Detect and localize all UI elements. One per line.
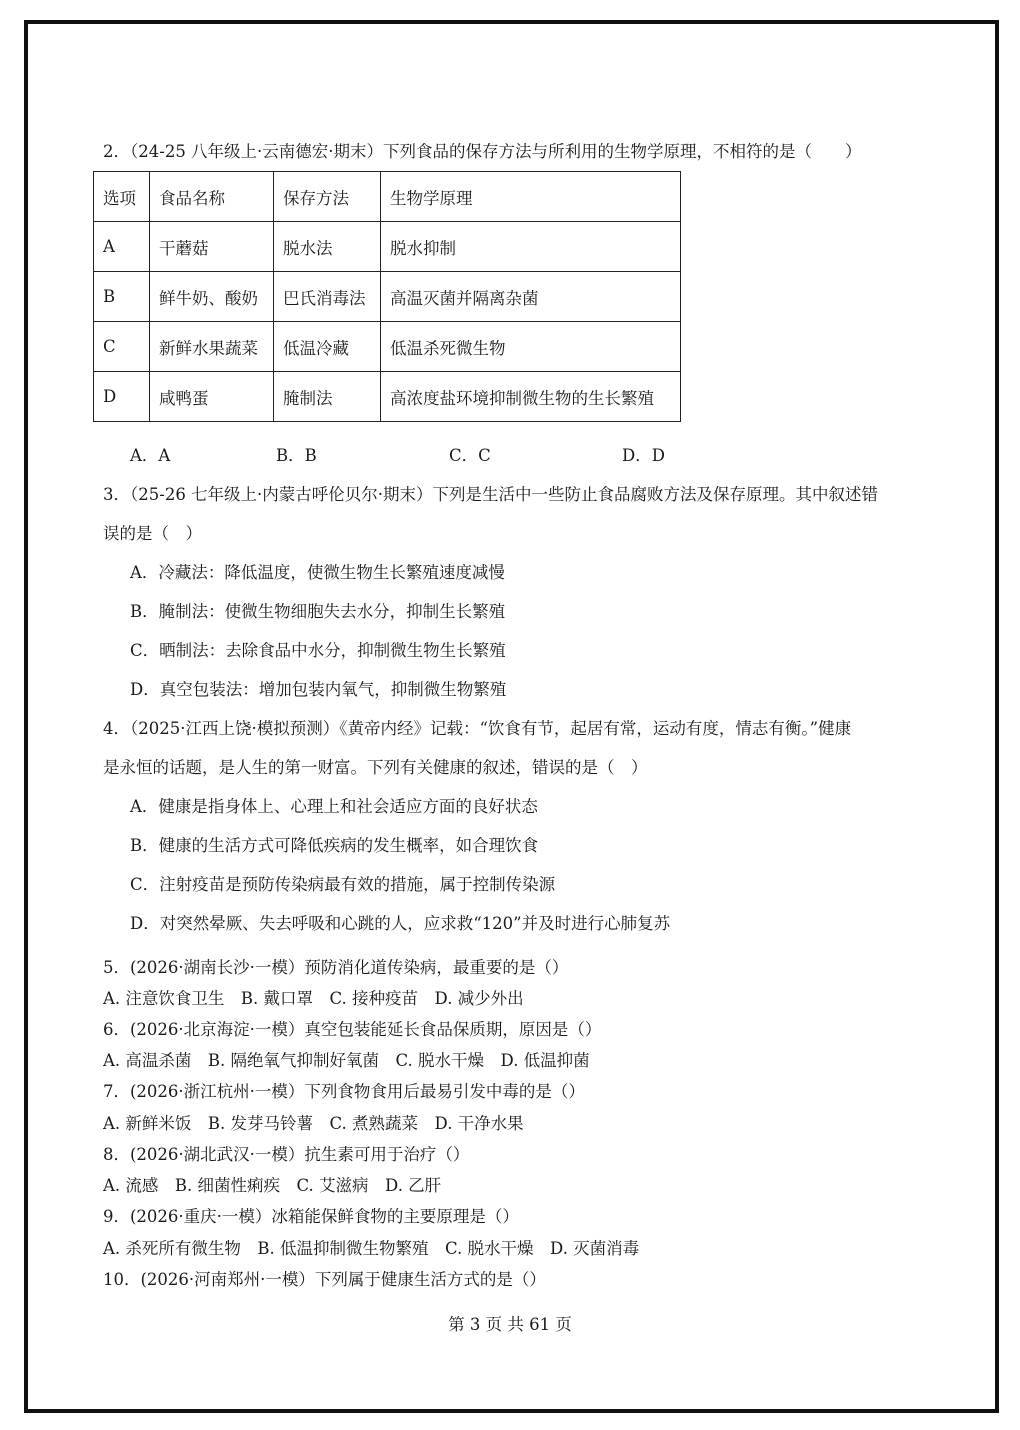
table-header-row [94,172,681,222]
table-cell: 低温杀死微生物 [381,322,681,372]
q2-option-d[interactable]: D．D [622,446,665,465]
table-cell: 腌制法 [274,372,381,422]
q8-options[interactable]: A. 流感 B. 细菌性痢疾 C. 艾滋病 D. 乙肝 [103,1176,442,1195]
q3-stem-line2: 误的是（ ） [103,524,202,543]
q2-option-a[interactable]: A．A [130,446,171,465]
q9-options[interactable]: A. 杀死所有微生物 B. 低温抑制微生物繁殖 C. 脱水干燥 D. 灭菌消毒 [103,1239,640,1258]
q3-option-c[interactable]: C．晒制法：去除食品中水分，抑制微生物生长繁殖 [130,641,506,660]
table-cell: B [94,272,150,322]
table-row [94,222,681,272]
table-row [94,322,681,372]
q3-option-d[interactable]: D．真空包装法：增加包装内氧气，抑制微生物繁殖 [130,680,507,699]
table-cell: 脱水法 [274,222,381,272]
q7-stem: 7．(2026·浙江杭州·一模）下列食物食用后最易引发中毒的是（） [103,1082,585,1101]
page-footer: 第 3 页 共 61 页 [448,1315,572,1334]
q5-options[interactable]: A. 注意饮食卫生 B. 戴口罩 C. 接种疫苗 D. 减少外出 [103,989,524,1008]
table-cell: 高温灭菌并隔离杂菌 [381,272,681,322]
q2-stem: 2．（24-25 八年级上·云南德宏·期末）下列食品的保存方法与所利用的生物学原理，不相符的是（ ） [103,142,862,161]
table-cell: 干蘑菇 [150,222,274,272]
q4-option-d[interactable]: D．对突然晕厥、失去呼吸和心跳的人，应求救“120”并及时进行心肺复苏 [130,914,671,933]
q10-stem: 10．(2026·河南郑州·一模）下列属于健康生活方式的是（） [103,1270,546,1289]
q7-options[interactable]: A. 新鲜米饭 B. 发芽马铃薯 C. 煮熟蔬菜 D. 干净水果 [103,1114,524,1133]
table-row [94,272,681,322]
table-cell: 新鲜水果蔬菜 [150,322,274,372]
table-row [94,372,681,422]
q8-stem: 8．(2026·湖北武汉·一模）抗生素可用于治疗（） [103,1145,470,1164]
table-cell: 鲜牛奶、酸奶 [150,272,274,322]
q4-option-b[interactable]: B．健康的生活方式可降低疾病的发生概率，如合理饮食 [130,836,539,855]
table-cell: 咸鸭蛋 [150,372,274,422]
table-cell: 保存方法 [274,172,381,222]
q3-option-b[interactable]: B．腌制法：使微生物细胞失去水分，抑制生长繁殖 [130,602,506,621]
table-cell: C [94,322,150,372]
table-cell: 生物学原理 [381,172,681,222]
q2-option-b[interactable]: B．B [276,446,317,465]
table-cell: 巴氏消毒法 [274,272,381,322]
q6-options[interactable]: A. 高温杀菌 B. 隔绝氧气抑制好氧菌 C. 脱水干燥 D. 低温抑菌 [103,1051,590,1070]
table-cell: 食品名称 [150,172,274,222]
table-cell: 高浓度盐环境抑制微生物的生长繁殖 [381,372,681,422]
q4-option-a[interactable]: A．健康是指身体上、心理上和社会适应方面的良好状态 [130,797,538,816]
q3-option-a[interactable]: A．冷藏法：降低温度，使微生物生长繁殖速度减慢 [130,563,505,582]
q9-stem: 9．(2026·重庆·一模）冰箱能保鲜食物的主要原理是（） [103,1207,519,1226]
table-cell: 脱水抑制 [381,222,681,272]
q2-table [93,171,681,422]
q6-stem: 6．(2026·北京海淀·一模）真空包装能延长食品保质期，原因是（） [103,1020,602,1039]
table-cell: D [94,372,150,422]
q4-option-c[interactable]: C．注射疫苗是预防传染病最有效的措施，属于控制传染源 [130,875,556,894]
q2-option-c[interactable]: C．C [449,446,491,465]
q4-stem-line2: 是永恒的话题，是人生的第一财富。下列有关健康的叙述，错误的是（ ） [103,758,648,777]
table-cell: 低温冷藏 [274,322,381,372]
q5-stem: 5．(2026·湖南长沙·一模）预防消化道传染病，最重要的是（） [103,958,569,977]
q3-stem-line1: 3．（25-26 七年级上·内蒙古呼伦贝尔·期末）下列是生活中一些防止食品腐败方法及保存原理。其中叙述错 [103,485,879,504]
table-cell: A [94,222,150,272]
q4-stem-line1: 4．（2025·江西上饶·模拟预测）《黄帝内经》记载：“饮食有节，起居有常，运动有度，情志有衡。”健康 [103,719,852,738]
table-cell: 选项 [94,172,150,222]
